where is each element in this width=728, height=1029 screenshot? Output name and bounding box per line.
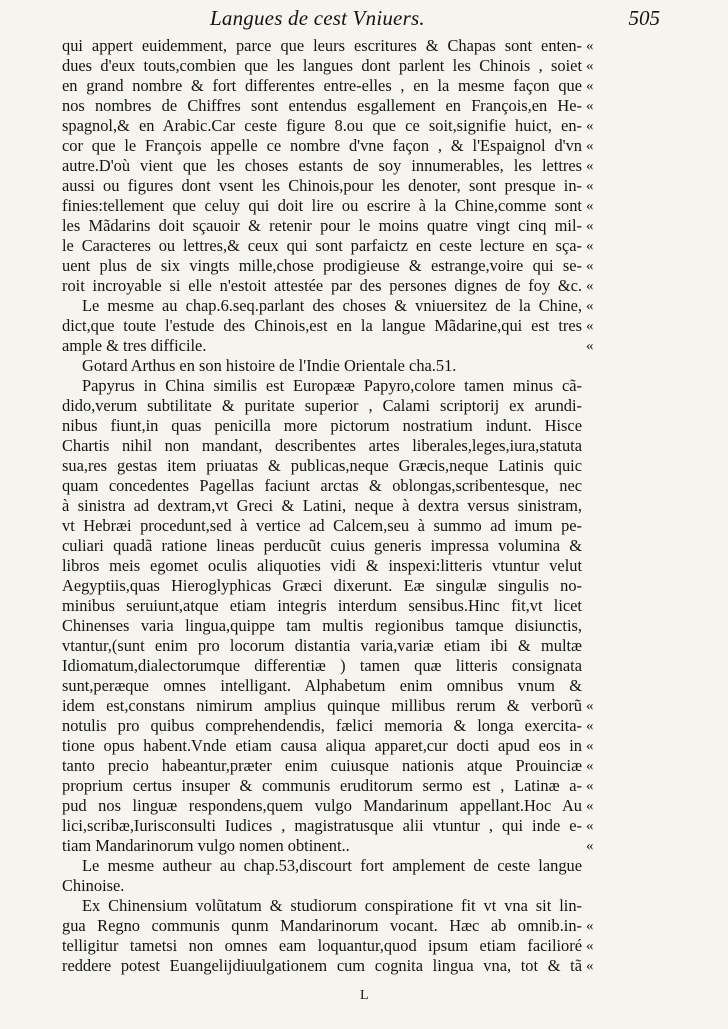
text-line: vt Hebræi procedunt,sed à vertice ad Calcem,seu à summo ad imum pe- — [62, 516, 582, 535]
quote-mark: « — [586, 698, 594, 714]
quote-mark: « — [586, 158, 594, 174]
text-line: lici,scribæ,Iurisconsulti Iudices , magistratusque alii vtuntur , qui inde e- — [62, 816, 582, 835]
quote-mark: « — [586, 918, 594, 934]
quote-mark: « — [586, 78, 594, 94]
quote-mark: « — [586, 318, 594, 334]
text-line: idem est,constans nimirum amplius quinque millibus rerum & verborũ — [62, 696, 582, 715]
quote-mark: « — [586, 778, 594, 794]
quote-mark — [586, 856, 616, 876]
quote-mark: « — [586, 798, 594, 814]
quote-mark — [586, 576, 616, 596]
text-line: dues d'eux touts,combien que les langues dont parlent les Chinois , soiet — [62, 56, 582, 75]
quote-mark: « — [586, 38, 594, 54]
quote-mark: « — [586, 738, 594, 754]
text-line: roit incroyable si elle n'estoit attestée par des persones dignes de foy &c. — [62, 276, 582, 295]
quote-mark: « — [586, 238, 594, 254]
quote-mark — [586, 416, 616, 436]
quote-mark — [586, 636, 616, 656]
quote-mark — [586, 596, 616, 616]
text-line: Chinenses varia lingua,quippe tam multis regionibus tamque disiunctis, — [62, 616, 582, 635]
running-title: Langues de cest Vniuers. — [210, 6, 425, 30]
text-line: libros meis egomet oculis aliquoties vidi & inspexi:litteris vtuntur velut — [62, 556, 582, 575]
text-line: uent plus de six vingts mille,chose prodigieuse & estrange,voire qui se- — [62, 256, 582, 275]
text-line: aussi ou figures dont vsent les Chinois,pour les denoter, sont presque in- — [62, 176, 582, 195]
quote-mark: « — [586, 98, 594, 114]
text-line: dict,que toute l'estude des Chinois,est en la langue Mãdarine,qui est tres — [62, 316, 582, 335]
text-line: Papyrus in China similis est Europææ Papyro,colore tamen minus cã- — [82, 376, 582, 395]
text-line: pud nos linguæ respondens,quem vulgo Mandarinum appellant.Hoc Au — [62, 796, 582, 815]
text-line: sua,res gestas item priuatas & publicas,neque Græcis,neque Latinis quic — [62, 456, 582, 475]
quote-mark — [586, 376, 616, 396]
quote-mark: « — [586, 278, 594, 294]
quote-mark: « — [586, 138, 594, 154]
text-line: proprium certus insuper & communis eruditorum sermo est , Latinæ a- — [62, 776, 582, 795]
quote-mark — [586, 396, 616, 416]
quote-mark — [586, 616, 616, 636]
quote-mark — [586, 676, 616, 696]
quote-mark: « — [586, 838, 594, 854]
quote-mark: « — [586, 758, 594, 774]
quote-mark — [586, 496, 616, 516]
text-line: Chartis nihil non mandant, describentes artes liberales,leges,iura,statuta — [62, 436, 582, 455]
signature-mark: L — [360, 988, 369, 1003]
quote-mark — [586, 556, 616, 576]
text-line: autre.D'où vient que les choses estants de soy innumerables, les lettres — [62, 156, 582, 175]
quote-mark — [586, 656, 616, 676]
quote-mark — [586, 356, 616, 376]
text-line: tione opus habent.Vnde etiam causa aliqua apparet,cur docti apud eos in — [62, 736, 582, 755]
text-line: Idiomatum,dialectorumque differentiæ ) tamen quæ litteris consignata — [62, 656, 582, 675]
text-line: cor que le François appelle ce nombre d'vne façon , & l'Espaignol d'vn — [62, 136, 582, 155]
quote-mark: « — [586, 58, 594, 74]
quote-mark — [586, 436, 616, 456]
quote-mark — [586, 876, 616, 896]
text-line: Chinoise. — [62, 876, 125, 895]
quote-mark — [586, 536, 616, 556]
text-line: finies:tellement que celuy qui doit lire ou escrire à la Chine,comme sont — [62, 196, 582, 215]
quote-mark: « — [586, 298, 594, 314]
text-line: minibus seruiunt,atque etiam integris interdum sensibus.Hinc fit,vt licet — [62, 596, 582, 615]
body-text — [62, 36, 582, 976]
text-line: spagnol,& en Arabic.Car ceste figure 8.ou que ce soit,signifie huict, en- — [62, 116, 582, 135]
quote-mark: « — [586, 718, 594, 734]
page-header — [60, 6, 660, 36]
quote-mark: « — [586, 178, 594, 194]
quote-mark: « — [586, 818, 594, 834]
text-line: à sinistra ad dextram,vt Greci & Latini, neque à dextra versus sinistram, — [62, 496, 582, 515]
quote-mark: « — [586, 198, 594, 214]
text-line: notulis pro quibus comprehendendis, fælici memoria & longa exercita- — [62, 716, 582, 735]
text-line: telligitur tametsi non omnes eam loquantur,quod ipsum etiam facilioré — [62, 936, 582, 955]
quote-mark: « — [586, 938, 594, 954]
text-line: gua Regno communis qunm Mandarinorum vocant. Hæc ab omnib.in- — [62, 916, 582, 935]
quote-mark — [586, 456, 616, 476]
text-line: dido,verum subtilitate & puritate superior , Calami scriptorij ex arundi- — [62, 396, 582, 415]
text-line: quam concedentes Pagellas faciunt arctas & oblongas,scribentesque, nec — [62, 476, 582, 495]
quote-mark: « — [586, 218, 594, 234]
quote-mark: « — [586, 338, 594, 354]
text-line: tiam Mandarinorum vulgo nomen obtinent.. — [62, 836, 350, 855]
text-line: Gotard Arthus en son histoire de l'Indie Orientale cha.51. — [82, 356, 457, 375]
text-line: le Caracteres ou lettres,& ceux qui sont parfaictz en ceste lecture en sça- — [62, 236, 582, 255]
text-line: Aegyptiis,quas Hieroglyphicas Græci dixerunt. Eæ singulæ singulis no- — [62, 576, 582, 595]
quote-mark: « — [586, 958, 594, 974]
text-line: Le mesme autheur au chap.53,discourt fort amplement de ceste langue — [82, 856, 582, 875]
text-line: reddere potest Euangelijdiuulgationem cum cognita lingua vna, tot & tã — [62, 956, 582, 975]
text-line: culiari quadã ratione lineas perducũt cuius generis impressa volumina & — [62, 536, 582, 555]
quote-mark: « — [586, 258, 594, 274]
quote-margin — [586, 36, 616, 976]
quote-mark — [586, 896, 616, 916]
text-line: en grand nombre & fort differentes entre-elles , en la mesme façon que — [62, 76, 582, 95]
text-line: qui appert euidemment, parce que leurs escritures & Chapas sont enten- — [62, 36, 582, 55]
text-line: nibus fiunt,in quas penicilla more pictorum nostratium indunt. Hisce — [62, 416, 582, 435]
page-number: 505 — [628, 6, 660, 30]
text-line: vtantur,(sunt enim pro locorum distantia varia,variæ etiam ibi & multæ — [62, 636, 582, 655]
quote-mark: « — [586, 118, 594, 134]
text-line: Ex Chinensium volũtatum & studiorum conspiratione fit vt vna sit lin- — [82, 896, 582, 915]
quote-mark — [586, 476, 616, 496]
text-line: ample & tres difficile. — [62, 336, 207, 355]
text-line: nos nombres de Chiffres sont entendus esgallement en François,en He- — [62, 96, 582, 115]
text-line: tanto precio habeantur,præter enim cuiusque nationis atque Prouinciæ — [62, 756, 582, 775]
text-line: les Mãdarins doit sçauoir & retenir pour le moins quatre vingt cinq mil- — [62, 216, 582, 235]
quote-mark — [586, 516, 616, 536]
text-line: Le mesme au chap.6.seq.parlant des choses & vniuersitez de la Chine, — [82, 296, 582, 315]
text-line: sunt,peræque omnes intelligant. Alphabetum enim omnibus vnum & — [62, 676, 582, 695]
